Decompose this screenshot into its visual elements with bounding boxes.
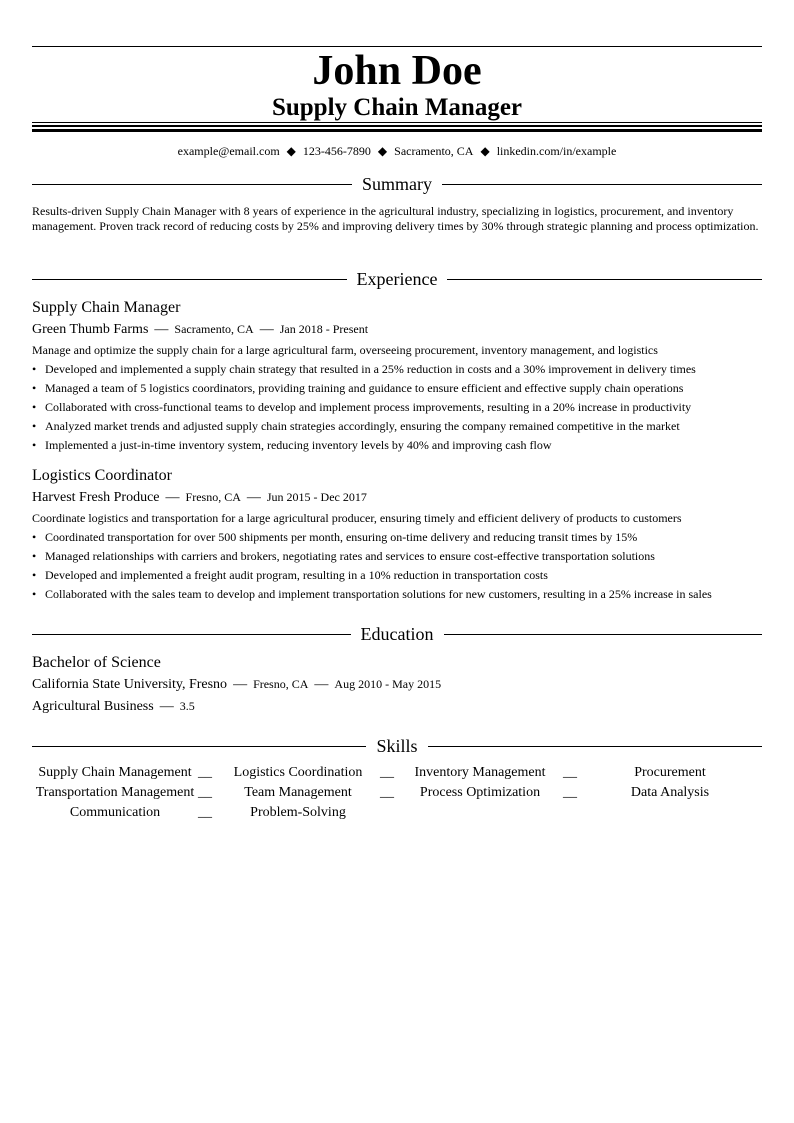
bullet-text: Managed relationships with carriers and brokers, negotiating rates and services to ensure cost-effective transportation solutions [45, 549, 655, 563]
bullet-text: Implemented a just-in-time inventory system, reducing inventory levels by 40% and improving cash flow [45, 438, 552, 452]
heading-rule-left [32, 279, 347, 280]
dash-separator: — [159, 699, 174, 714]
skill-item: Communication [69, 805, 161, 820]
bullet-icon: • [32, 438, 37, 452]
section-title: Education [360, 624, 434, 644]
skill-separator: __ [198, 765, 212, 780]
dash-separator: — [165, 490, 180, 505]
skill-item: Data Analysis [630, 785, 710, 800]
diamond-separator-icon: ◆ [286, 144, 296, 158]
skill-item: Inventory Management [414, 765, 546, 780]
job-bullets [32, 529, 762, 602]
school-meta [32, 674, 762, 695]
heading-rule-right [428, 746, 762, 747]
job-role: Supply Chain Manager [32, 299, 181, 316]
job-bullets [32, 361, 762, 453]
section-heading-summary [32, 173, 762, 195]
list-item [32, 399, 762, 415]
skill-item: Logistics Coordination [233, 765, 363, 780]
dash-separator: — [259, 322, 274, 337]
skill-separator: __ [380, 785, 394, 800]
bullet-text: Collaborated with cross-functional teams to develop and implement process improvements, resulting in a 20% increase in productivity [45, 400, 692, 414]
section-heading-education [32, 623, 762, 645]
skills-row [32, 764, 762, 784]
heading-rule-left [32, 634, 351, 635]
skill-separator: __ [198, 785, 212, 800]
heading-rule-right [447, 279, 762, 280]
summary-text: Results-driven Supply Chain Manager with 8 years of experience in the agricultural industry, specializing in logistics, procurement, and inventory management. Proven track record of reducing costs by 25% and improving delivery times by 30% through strategic planning and process optimization. [32, 204, 759, 233]
job-role: Logistics Coordinator [32, 467, 172, 484]
section-title: Summary [362, 174, 432, 194]
major-meta [32, 696, 762, 717]
section-title: Experience [356, 269, 438, 289]
skill-item: Supply Chain Management [38, 765, 192, 780]
job-description: Coordinate logistics and transportation for a large agricultural producer, ensuring timely and efficient delivery of products to customers [32, 511, 682, 525]
job-dates: Jan 2018 - Present [279, 322, 369, 336]
experience-entry [32, 466, 762, 605]
bullet-icon: • [32, 400, 37, 414]
header-rule-mid [32, 125, 762, 127]
contact-linkedin[interactable]: linkedin.com/in/example [496, 144, 617, 158]
contact-phone[interactable]: 123-456-7890 [302, 144, 371, 158]
bullet-text: Coordinated transportation for over 500 shipments per month, ensuring on-time delivery and reducing transit times by 15% [45, 530, 638, 544]
school-location: Fresno, CA [253, 677, 309, 691]
skills-row [32, 804, 762, 824]
section-heading-skills [32, 735, 762, 757]
header-rule-thick [32, 129, 762, 132]
diamond-separator-icon: ◆ [377, 144, 388, 158]
job-description: Manage and optimize the supply chain for a large agricultural farm, overseeing procurement, inventory management, and logistics [32, 343, 658, 357]
job-location: Sacramento, CA [174, 322, 254, 336]
list-item [32, 380, 762, 396]
skill-separator: __ [563, 785, 577, 800]
dash-separator: — [233, 677, 248, 692]
degree: Bachelor of Science [32, 654, 161, 671]
bullet-icon: • [32, 568, 37, 582]
bullet-text: Developed and implemented a supply chain strategy that resulted in a 25% reduction in costs and a 30% improvement in delivery times [45, 362, 696, 376]
job-dates: Jun 2015 - Dec 2017 [266, 490, 367, 504]
skill-separator: __ [563, 765, 577, 780]
bullet-icon: • [32, 419, 37, 433]
list-item [32, 437, 762, 453]
bullet-text: Collaborated with the sales team to develop and implement transportation solutions for new customers, resulting in a 25% increase in sales [45, 587, 712, 601]
heading-rule-right [444, 634, 763, 635]
bullet-icon: • [32, 381, 37, 395]
heading-rule-right [442, 184, 762, 185]
job-meta [32, 319, 762, 340]
bullet-icon: • [32, 549, 37, 563]
bullet-icon: • [32, 362, 37, 376]
contact-email[interactable]: example@email.com [177, 144, 280, 158]
education-entry [32, 653, 762, 717]
dash-separator: — [314, 677, 329, 692]
major: Agricultural Business [32, 699, 154, 714]
list-item [32, 418, 762, 434]
diamond-separator-icon: ◆ [480, 144, 490, 158]
job-meta [32, 487, 762, 508]
heading-rule-left [32, 746, 366, 747]
candidate-title: Supply Chain Manager [271, 94, 523, 121]
header-rule-thin [32, 122, 762, 123]
skill-item: Problem-Solving [250, 805, 346, 820]
bullet-icon: • [32, 530, 37, 544]
top-rule [32, 46, 762, 47]
skill-item: Procurement [634, 765, 706, 780]
skill-item: Transportation Management [35, 785, 195, 800]
list-item [32, 361, 762, 377]
section-title: Skills [376, 736, 418, 756]
dash-separator: — [154, 322, 169, 337]
list-item [32, 529, 762, 545]
job-location: Fresno, CA [185, 490, 241, 504]
contact-location: Sacramento, CA [394, 144, 474, 158]
skill-separator: __ [380, 765, 394, 780]
bullet-icon: • [32, 587, 37, 601]
school-name: California State University, Fresno [32, 677, 228, 692]
job-company: Green Thumb Farms [32, 322, 149, 337]
skill-item: Process Optimization [419, 785, 541, 800]
skill-separator: __ [198, 805, 212, 820]
bullet-text: Analyzed market trends and adjusted supply chain strategies accordingly, ensuring the company remained competitive in the market [45, 419, 680, 433]
section-heading-experience [32, 268, 762, 290]
list-item [32, 548, 762, 564]
candidate-name: John Doe [312, 48, 482, 94]
experience-entry [32, 298, 762, 456]
dash-separator: — [246, 490, 261, 505]
gpa: 3.5 [179, 699, 195, 713]
job-company: Harvest Fresh Produce [32, 490, 160, 505]
heading-rule-left [32, 184, 352, 185]
school-dates: Aug 2010 - May 2015 [334, 677, 442, 691]
bullet-text: Developed and implemented a freight audit program, resulting in a 10% reduction in transportation costs [45, 568, 548, 582]
bullet-text: Managed a team of 5 logistics coordinators, providing training and guidance to ensure efficient and effective supply chain operations [45, 381, 684, 395]
skill-item: Team Management [244, 785, 352, 800]
list-item [32, 567, 762, 583]
contact-line [32, 143, 762, 159]
skills-grid [32, 764, 762, 824]
list-item [32, 586, 762, 602]
skills-row [32, 784, 762, 804]
